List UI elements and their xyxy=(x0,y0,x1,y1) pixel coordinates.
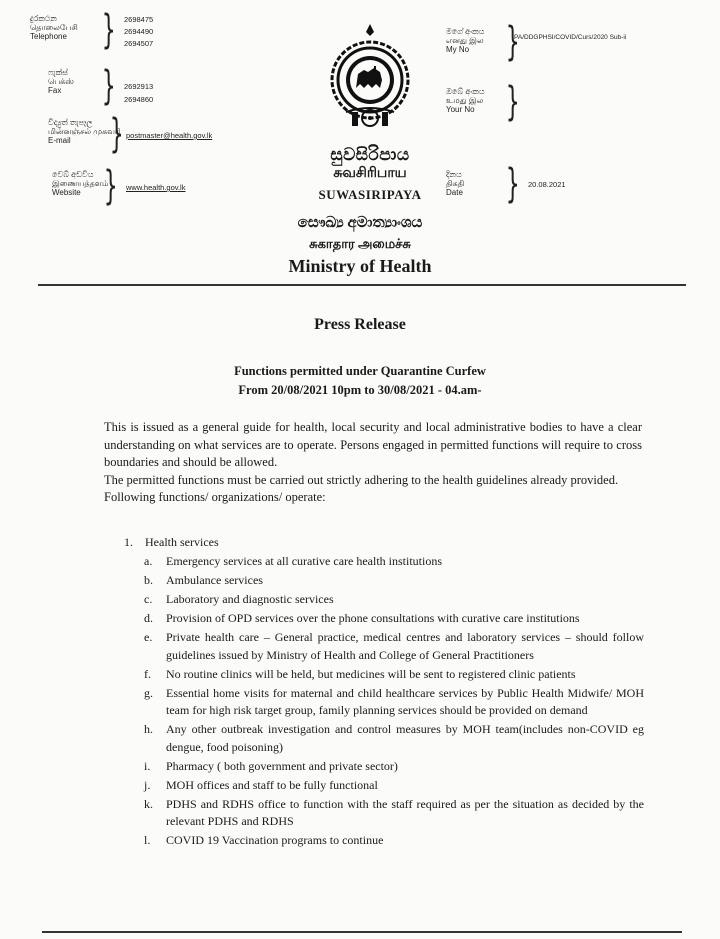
guidelines-paragraph: The permitted functions must be carried out strictly adhering to the health guidelines already provided. xyxy=(104,472,619,487)
telephone-brace: } xyxy=(101,7,116,53)
my-no-label-en: My No xyxy=(446,45,470,54)
title-english: SUWASIRIPAYA xyxy=(318,187,422,202)
email-label-si: විද්‍යුත් තැපෑල xyxy=(48,118,93,127)
list-item-text: Emergency services at all curative care health institutions xyxy=(166,554,443,568)
list-item xyxy=(144,796,644,831)
list-item-letter: i. xyxy=(144,758,151,773)
website-link[interactable]: www.health.gov.lk xyxy=(126,183,186,192)
list-item-text: Essential home visits for maternal and child healthcare services by Public Health Midwife/ MOH team for high risk target group, family planning services should be provided on demand xyxy=(166,685,644,717)
list-item-letter: f. xyxy=(144,666,151,681)
list-item-letter: h. xyxy=(144,722,153,736)
list-item xyxy=(144,721,644,756)
title-tamil: சுவசிரிபாய xyxy=(333,166,407,181)
subtitle-dates: From 20/08/2021 10pm to 30/08/2021 - 04.am- xyxy=(238,383,482,397)
health-services-list xyxy=(144,553,644,851)
my-no-label-si: මගේ අංකය xyxy=(446,27,485,36)
list-item xyxy=(144,572,644,590)
telephone-label-en: Telephone xyxy=(30,32,67,41)
telephone-number: 2694490 xyxy=(124,27,154,36)
list-item-text: PDHS and RDHS office to function with the staff required as per the situation as decided by the relevant PDHS and RDHS xyxy=(166,796,644,828)
list-item xyxy=(144,777,644,795)
list-item-text: Private health care – General practice, medical centres and laboratory services – should follow guidelines issued by Ministry of Health and College of General Practitioners xyxy=(166,630,644,662)
list-title: Health services xyxy=(145,535,219,549)
my-no-brace: } xyxy=(505,19,520,65)
list-item xyxy=(144,758,644,776)
document-body xyxy=(104,419,642,507)
list-number: 1. xyxy=(124,535,133,549)
list-item xyxy=(144,666,644,684)
fax-number: 2692913 xyxy=(124,82,154,91)
telephone-number: 2698475 xyxy=(124,15,154,24)
list-item xyxy=(144,591,644,609)
telephone-label xyxy=(30,14,78,41)
list-item-letter: k. xyxy=(144,796,153,811)
list-item-letter: d. xyxy=(144,611,153,625)
telephone-label-si: දුරකථන xyxy=(30,14,57,23)
fax-number: 2694860 xyxy=(124,95,154,104)
list-item-text: No routine clinics will be held, but medicines will be sent to registered clinic patients xyxy=(166,666,576,681)
sri-lanka-emblem xyxy=(328,22,412,130)
intro-paragraph: This is issued as a general guide for health, local security and local administrative bodies to have a clear understanding on what services are to operate. Persons engaged in permitted functions will require to cross boundaries and should be allowed. xyxy=(104,420,642,469)
fax-label xyxy=(48,68,74,95)
ministry-sinhala: සෞඛ්‍ය අමාත්‍යාංශය xyxy=(297,215,423,231)
footer-divider xyxy=(42,931,682,933)
telephone-label-ta: தொலைபேசி xyxy=(30,23,78,32)
list-item-letter: c. xyxy=(144,592,153,606)
website-brace: } xyxy=(103,163,118,209)
fax-label-en: Fax xyxy=(48,86,62,95)
list-item-letter: b. xyxy=(144,573,153,587)
date-label-en: Date xyxy=(446,188,463,197)
list-item-letter: g. xyxy=(144,685,153,700)
website-label-si: වෙබ් අඩවිය xyxy=(52,170,94,179)
fax-label-si: ෆැක්ස් xyxy=(48,68,68,77)
email-label-ta: மின்னஞ்சல் முகவரி xyxy=(48,127,121,136)
email-label-en: E-mail xyxy=(48,136,71,145)
my-no-value: PA/DDGPHSI/COVID/Curs/2020 Sub-ii xyxy=(514,34,627,41)
list-item-text: Laboratory and diagnostic services xyxy=(166,592,334,606)
list-item-letter: l. xyxy=(144,833,151,847)
my-no-label xyxy=(446,27,484,54)
your-no-label-si: ඔබේ අංකය xyxy=(446,87,485,96)
list-item-text: Any other outbreak investigation and control measures by MOH team(includes non-COVID eg dengue, food poisoning) xyxy=(166,722,644,754)
operate-paragraph: Following functions/ organizations/ operate: xyxy=(104,490,326,504)
list-item-text: Provision of OPD services over the phone consultations with curative care institutions xyxy=(166,611,580,625)
your-no-brace: } xyxy=(505,79,520,125)
date-label-ta: திகதி xyxy=(446,179,465,188)
list-item xyxy=(144,610,644,628)
list-item xyxy=(144,832,644,850)
date-value: 20.08.2021 xyxy=(528,180,566,189)
title-sinhala: සුවසිරිපාය xyxy=(330,145,410,164)
email-link[interactable]: postmaster@health.gov.lk xyxy=(126,131,213,140)
list-item-letter: a. xyxy=(144,554,153,568)
website-label-ta: இணையத்தளம் xyxy=(52,179,109,188)
date-label-si: දිනය xyxy=(446,170,462,179)
website-label xyxy=(52,170,108,197)
list-item xyxy=(144,685,644,720)
list-item-letter: j. xyxy=(144,777,151,792)
your-no-label-ta: உமது இல xyxy=(446,96,484,105)
ministry-english: Ministry of Health xyxy=(288,256,432,276)
list-item-text: Pharmacy ( both government and private sector) xyxy=(166,758,398,773)
list-item xyxy=(144,629,644,664)
fax-values xyxy=(124,80,153,106)
email-brace: } xyxy=(109,111,124,157)
subtitle-functions: Functions permitted under Quarantine Curfew xyxy=(234,364,486,378)
date-label xyxy=(446,170,464,197)
list-item xyxy=(144,553,644,571)
telephone-values xyxy=(124,14,153,50)
telephone-number: 2694507 xyxy=(124,39,154,48)
list-item-text: Ambulance services xyxy=(166,573,263,587)
fax-label-ta: பெக்ஸ் xyxy=(48,77,74,86)
your-no-label xyxy=(446,87,485,114)
list-item-text: MOH offices and staff to be fully functional xyxy=(166,777,378,792)
list-item-text: COVID 19 Vaccination programs to continue xyxy=(166,833,384,847)
ministry-tamil: சுகாதார அமைச்சு xyxy=(309,236,411,251)
list-heading xyxy=(124,534,219,552)
header-divider xyxy=(38,284,686,286)
fax-brace: } xyxy=(101,63,116,109)
your-no-label-en: Your No xyxy=(446,105,475,114)
press-release-heading: Press Release xyxy=(314,316,406,333)
my-no-label-ta: எனது இல xyxy=(446,36,484,45)
list-item-letter: e. xyxy=(144,630,153,644)
website-label-en: Website xyxy=(52,188,81,197)
date-brace: } xyxy=(505,161,520,207)
